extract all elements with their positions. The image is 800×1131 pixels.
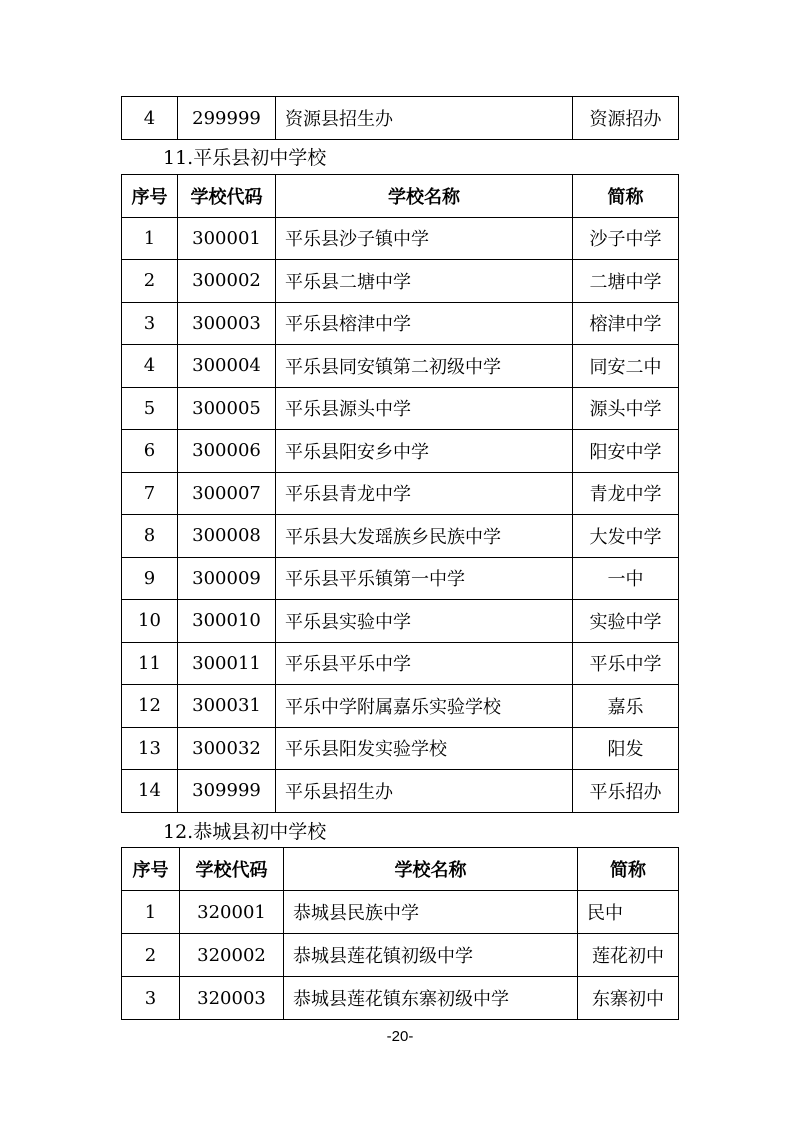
header-no: 序号 [122, 848, 180, 891]
cell-name: 恭城县莲花镇东寨初级中学 [284, 977, 578, 1020]
cell-no: 3 [122, 302, 178, 345]
cell-code: 300009 [178, 557, 276, 600]
header-code: 学校代码 [180, 848, 284, 891]
table-row [122, 97, 679, 140]
cell-abbr: 平乐招办 [573, 770, 679, 813]
cell-abbr: 莲花初中 [578, 934, 679, 977]
cell-no: 2 [122, 934, 180, 977]
table-row [122, 472, 679, 515]
table-header-row [122, 175, 679, 218]
gongcheng-school-table [121, 847, 679, 1020]
cell-name: 平乐县平乐中学 [276, 642, 573, 685]
header-name: 学校名称 [284, 848, 578, 891]
cell-name: 平乐县沙子镇中学 [276, 217, 573, 260]
cell-code: 300032 [178, 727, 276, 770]
cell-name: 平乐县阳发实验学校 [276, 727, 573, 770]
section-12-heading: 12.恭城县初中学校 [163, 821, 327, 843]
page-number: -20- [386, 1028, 414, 1045]
cell-abbr: 民中 [578, 891, 679, 934]
table-row [122, 345, 679, 388]
table-row [122, 642, 679, 685]
cell-code: 320003 [180, 977, 284, 1020]
section-11-heading: 11.平乐县初中学校 [163, 147, 327, 169]
cell-no: 5 [122, 387, 178, 430]
cell-no: 14 [122, 770, 178, 813]
cell-no: 1 [122, 891, 180, 934]
cell-abbr: 阳发 [573, 727, 679, 770]
cell-code: 309999 [178, 770, 276, 813]
header-name: 学校名称 [276, 175, 573, 218]
cell-abbr: 源头中学 [573, 387, 679, 430]
cell-name: 平乐县平乐镇第一中学 [276, 557, 573, 600]
cell-code: 300002 [178, 260, 276, 303]
cell-abbr: 一中 [573, 557, 679, 600]
cell-abbr: 同安二中 [573, 345, 679, 388]
cell-abbr: 东寨初中 [578, 977, 679, 1020]
table-row [122, 977, 679, 1020]
cell-code: 299999 [178, 97, 276, 140]
cell-name: 平乐中学附属嘉乐实验学校 [276, 685, 573, 728]
pingle-school-table [121, 174, 679, 813]
table-row [122, 770, 679, 813]
cell-abbr: 平乐中学 [573, 642, 679, 685]
cell-abbr: 资源招办 [573, 97, 679, 140]
table-row [122, 600, 679, 643]
cell-name: 平乐县大发瑶族乡民族中学 [276, 515, 573, 558]
cell-no: 12 [122, 685, 178, 728]
cell-no: 10 [122, 600, 178, 643]
cell-name: 平乐县同安镇第二初级中学 [276, 345, 573, 388]
cell-name: 恭城县莲花镇初级中学 [284, 934, 578, 977]
cell-name: 平乐县源头中学 [276, 387, 573, 430]
table-header-row [122, 848, 679, 891]
cell-no: 11 [122, 642, 178, 685]
cell-code: 300006 [178, 430, 276, 473]
cell-name: 平乐县招生办 [276, 770, 573, 813]
cell-code: 300007 [178, 472, 276, 515]
cell-no: 9 [122, 557, 178, 600]
cell-abbr: 实验中学 [573, 600, 679, 643]
cell-name: 平乐县阳安乡中学 [276, 430, 573, 473]
table-row [122, 217, 679, 260]
cell-no: 6 [122, 430, 178, 473]
cell-no: 1 [122, 217, 178, 260]
cell-no: 13 [122, 727, 178, 770]
table-row [122, 934, 679, 977]
cell-name: 平乐县青龙中学 [276, 472, 573, 515]
cell-no: 8 [122, 515, 178, 558]
cell-code: 320001 [180, 891, 284, 934]
cell-abbr: 沙子中学 [573, 217, 679, 260]
cell-no: 2 [122, 260, 178, 303]
cell-code: 300004 [178, 345, 276, 388]
cell-name: 资源县招生办 [276, 97, 573, 140]
cell-code: 300001 [178, 217, 276, 260]
table-row [122, 430, 679, 473]
cell-code: 300008 [178, 515, 276, 558]
cell-abbr: 青龙中学 [573, 472, 679, 515]
table-row [122, 727, 679, 770]
cell-abbr: 二塘中学 [573, 260, 679, 303]
cell-abbr: 榕津中学 [573, 302, 679, 345]
header-abbr: 简称 [578, 848, 679, 891]
cell-no: 3 [122, 977, 180, 1020]
table-row [122, 260, 679, 303]
cell-abbr: 大发中学 [573, 515, 679, 558]
table-row [122, 515, 679, 558]
header-no: 序号 [122, 175, 178, 218]
continued-school-table [121, 96, 679, 140]
cell-code: 300005 [178, 387, 276, 430]
cell-code: 300003 [178, 302, 276, 345]
cell-no: 7 [122, 472, 178, 515]
cell-code: 320002 [180, 934, 284, 977]
table-row [122, 557, 679, 600]
cell-abbr: 嘉乐 [573, 685, 679, 728]
cell-code: 300031 [178, 685, 276, 728]
cell-no: 4 [122, 345, 178, 388]
cell-name: 平乐县二塘中学 [276, 260, 573, 303]
cell-name: 平乐县榕津中学 [276, 302, 573, 345]
table-row [122, 387, 679, 430]
table-row [122, 891, 679, 934]
table-row [122, 685, 679, 728]
cell-code: 300010 [178, 600, 276, 643]
table-row [122, 302, 679, 345]
cell-no: 4 [122, 97, 178, 140]
cell-name: 平乐县实验中学 [276, 600, 573, 643]
cell-code: 300011 [178, 642, 276, 685]
cell-abbr: 阳安中学 [573, 430, 679, 473]
header-code: 学校代码 [178, 175, 276, 218]
cell-name: 恭城县民族中学 [284, 891, 578, 934]
header-abbr: 简称 [573, 175, 679, 218]
